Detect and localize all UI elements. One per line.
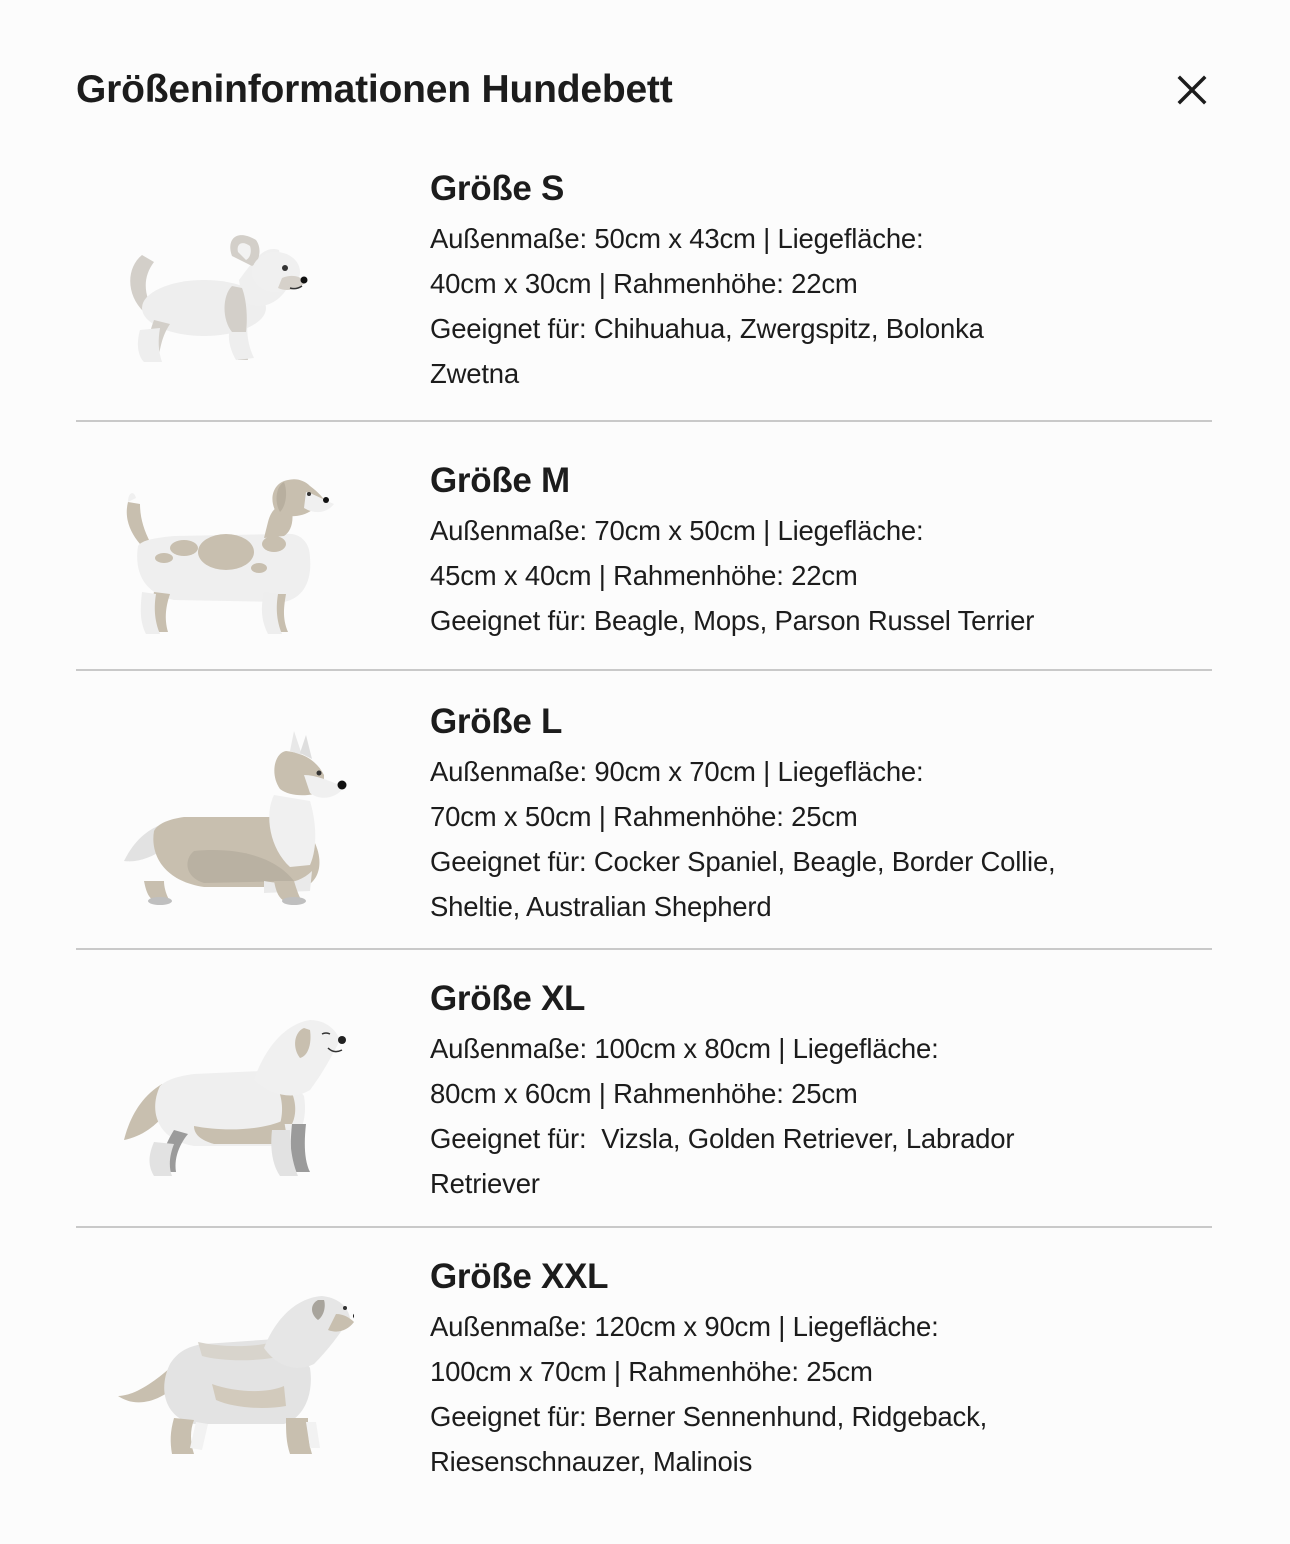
size-info	[430, 1256, 1150, 1484]
outer-dimensions: Außenmaße: 100cm x 80cm | Liegefläche:	[430, 1033, 939, 1064]
size-info	[430, 701, 1150, 929]
size-list	[76, 150, 1212, 1528]
inner-dimensions: 70cm x 50cm | Rahmenhöhe: 25cm	[430, 801, 858, 832]
modal-title: Größeninformationen Hundebett	[76, 68, 673, 111]
size-row-s	[76, 150, 1212, 422]
size-title: Größe XXL	[430, 1257, 609, 1296]
retriever-dog-icon	[114, 1000, 354, 1180]
inner-dimensions: 100cm x 70cm | Rahmenhöhe: 25cm	[430, 1356, 873, 1387]
suitable-breeds-cont: Riesenschnauzer, Malinois	[430, 1446, 753, 1477]
large-dog-icon	[114, 1278, 354, 1458]
modal-header	[76, 62, 1212, 118]
close-button[interactable]	[1172, 70, 1212, 110]
size-info	[430, 168, 1150, 396]
outer-dimensions: Außenmaße: 70cm x 50cm | Liegefläche:	[430, 515, 924, 546]
outer-dimensions: Außenmaße: 50cm x 43cm | Liegefläche:	[430, 223, 924, 254]
size-title: Größe M	[430, 461, 570, 500]
suitable-breeds: Geeignet für: Vizsla, Golden Retriever, Labrador	[430, 1123, 1015, 1154]
size-title: Größe L	[430, 702, 563, 741]
close-icon	[1172, 70, 1212, 110]
size-row-l	[76, 671, 1212, 950]
chihuahua-dog-icon	[114, 200, 354, 380]
size-description	[430, 749, 1150, 929]
suitable-breeds-cont: Sheltie, Australian Shepherd	[430, 891, 772, 922]
inner-dimensions: 40cm x 30cm | Rahmenhöhe: 22cm	[430, 268, 858, 299]
suitable-breeds: Geeignet für: Beagle, Mops, Parson Russel Terrier	[430, 605, 1035, 636]
outer-dimensions: Außenmaße: 90cm x 70cm | Liegefläche:	[430, 756, 924, 787]
corgi-dog-icon	[114, 731, 354, 911]
outer-dimensions: Außenmaße: 120cm x 90cm | Liegefläche:	[430, 1311, 939, 1342]
size-description	[430, 216, 1150, 396]
size-info	[430, 978, 1150, 1206]
size-title: Größe XL	[430, 979, 586, 1018]
suitable-breeds: Geeignet für: Berner Sennenhund, Ridgeback,	[430, 1401, 988, 1432]
size-row-xxl	[76, 1228, 1212, 1528]
size-title: Größe S	[430, 169, 565, 208]
inner-dimensions: 80cm x 60cm | Rahmenhöhe: 25cm	[430, 1078, 858, 1109]
suitable-breeds-cont: Retriever	[430, 1168, 540, 1199]
size-info	[430, 460, 1150, 643]
size-row-m	[76, 422, 1212, 671]
size-row-xl	[76, 950, 1212, 1228]
size-description	[430, 1026, 1150, 1206]
terrier-dog-icon	[114, 462, 354, 642]
suitable-breeds: Geeignet für: Chihuahua, Zwergspitz, Bolonka	[430, 313, 984, 344]
size-description	[430, 1304, 1150, 1484]
suitable-breeds: Geeignet für: Cocker Spaniel, Beagle, Border Collie,	[430, 846, 1056, 877]
size-description	[430, 508, 1150, 643]
inner-dimensions: 45cm x 40cm | Rahmenhöhe: 22cm	[430, 560, 858, 591]
suitable-breeds-cont: Zwetna	[430, 358, 519, 389]
